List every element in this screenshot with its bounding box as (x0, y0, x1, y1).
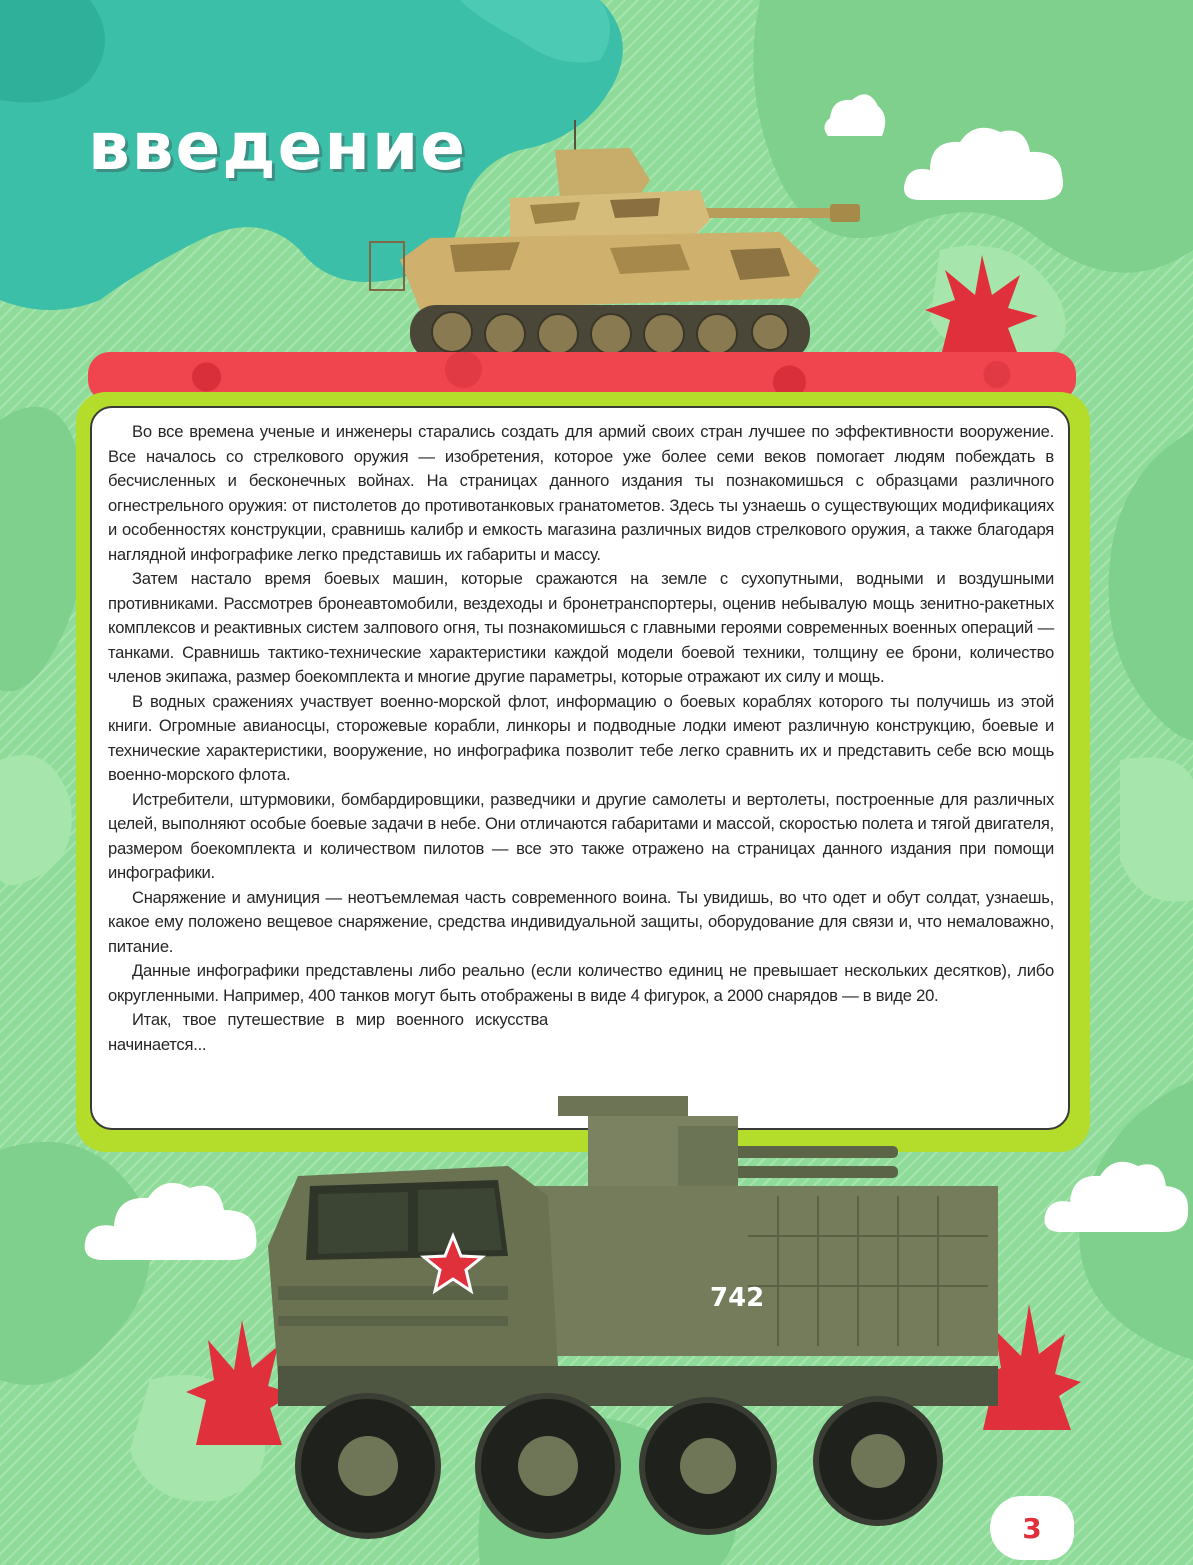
paragraph-7: Итак, твое путешествие в мир военного искусства начинается... (108, 1010, 548, 1054)
cloud-right-top (900, 120, 1070, 210)
paragraph-6: Данные инфографики представлены либо реально (если количество единиц не превышает нескольких десятков), либо округленными. Например, 400 танков могут быть отображены в виде 4 фигурок, а 2000 снарядов — в виде 20. (108, 961, 1054, 1005)
vehicle-number: 742 (710, 1283, 765, 1313)
cloud-small-left (150, 1210, 210, 1250)
paragraph-4: Истребители, штурмовики, бомбардировщики, разведчики и другие самолеты и вертолеты, построенные для различных целей, выполняют особые боевые задачи в небе. Они отличаются габаритами и массой, скоростью полета и тягой двигателя, размером боекомплекта и количеством пилотов — все это также отражено на страницах данного издания при помощи инфографики. (108, 789, 1054, 882)
intro-text-box (90, 406, 1070, 1130)
military-truck-image (258, 1086, 1018, 1556)
tank-image (360, 120, 920, 380)
page-title: введение (88, 108, 467, 185)
page-number: 3 (990, 1496, 1074, 1560)
paragraph-1: Во все времена ученые и инженеры старались создать для армий своих стран лучшее по эффективности вооружение. Все началось со стрелкового оружия — изобретения, которое уже более семи веков помогает людям побеждать в бесчисленных и бесконечных войнах. На страницах данного издания ты познакомишься с образцами различного огнестрельного оружия: от пистолетов до противотанковых гранатометов. Здесь ты узнаешь о существующих модификациях и особенностях конструкции, сравнишь калибр и емкость магазина различных видов стрелкового оружия, а также благодаря наглядной инфографике легко представишь их габариты и массу. (108, 422, 1054, 564)
paragraph-2: Затем настало время боевых машин, которые сражаются на земле с сухопутными, водными и воздушными противниками. Рассмотрев бронеавтомобили, вездеходы и бронетранспортеры, оценив небывалую мощь зенитно-ракетных комплексов и реактивных систем залпового огня, ты познакомишься с главными героями современных военных операций — танками. Сравнишь тактико-технические характеристики каждой модели боевой техники, толщину ее брони, количество членов экипажа, размер боекомплекта и многие другие параметры, которые отражают их силу и мощь. (108, 569, 1054, 686)
cloud-right (1040, 1150, 1190, 1240)
paragraph-5: Снаряжение и амуниция — неотъемлемая часть современного воина. Ты увидишь, во что одет и обут солдат, узнаешь, какое ему положено вещевое снаряжение, средства индивидуальной защиты, оборудование для связи и, что немаловажно, питание. (108, 887, 1054, 956)
paragraph-3: В водных сражениях участвует военно-морской флот, информацию о боевых кораблях которого ты получишь из этой книги. Огромные авианосцы, сторожевые корабли, линкоры и подводные лодки имеют различную конструкцию, боевые и технические характеристики, вооружение, но инфографика позволит тебе легко сравнить их и представить себе всю мощь военно-морского флота. (108, 691, 1054, 784)
